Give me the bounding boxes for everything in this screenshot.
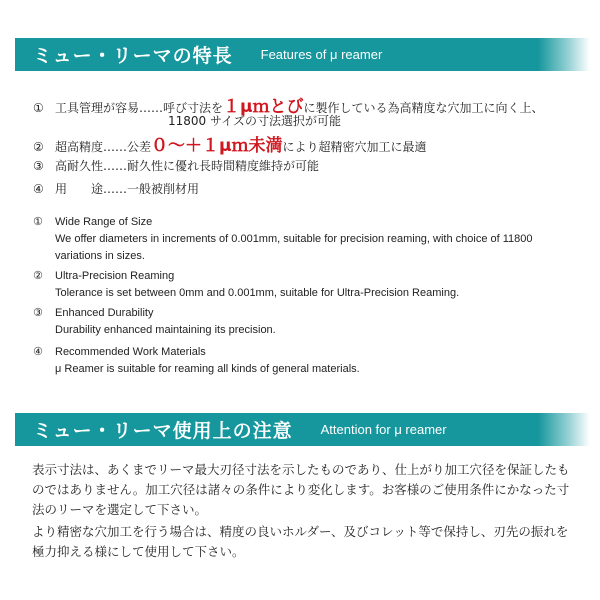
feature-jp-4 bbox=[33, 180, 199, 197]
title: Enhanced Durability bbox=[55, 307, 154, 319]
highlight: １μｍとび bbox=[223, 97, 304, 117]
feature-en-2-body: Tolerance is set between 0mm and 0.001mm, suitable for Ultra-Precision Reaming. bbox=[55, 287, 460, 299]
text: 超高精度……公差 bbox=[55, 140, 152, 154]
feature-jp-1-cont: 11800 サイズの寸法選択が可能 bbox=[168, 114, 342, 128]
num: ③ bbox=[33, 306, 43, 319]
title: Wide Range of Size bbox=[55, 216, 153, 228]
feature-jp-3 bbox=[33, 157, 319, 174]
attention-title-en: Attention for μ reamer bbox=[320, 422, 447, 437]
features-title-jp: ミュー・リーマの特長 bbox=[33, 45, 233, 67]
features-title-en: Features of μ reamer bbox=[260, 47, 383, 62]
highlight: ０～＋１μｍ未満 bbox=[151, 136, 283, 156]
feature-en-2-title bbox=[33, 269, 174, 282]
num: ④ bbox=[33, 345, 43, 358]
num: ② bbox=[33, 269, 43, 282]
feature-en-1-title bbox=[33, 215, 152, 228]
num: ① bbox=[33, 101, 44, 115]
feature-en-3-body: Durability enhanced maintaining its precision. bbox=[55, 324, 276, 336]
num: ③ bbox=[33, 159, 44, 173]
text: 工具管理が容易……呼び寸法を bbox=[55, 101, 224, 115]
feature-jp-2 bbox=[33, 131, 427, 156]
feature-en-4-title bbox=[33, 345, 206, 358]
text: 用 途……一般被削材用 bbox=[55, 182, 200, 196]
feature-en-3-title bbox=[33, 306, 153, 319]
num: ④ bbox=[33, 182, 44, 196]
feature-en-1-body: We offer diameters in increments of 0.001mm, suitable for precision reaming, with choice of 11800 variations in sizes. bbox=[55, 233, 533, 262]
num: ① bbox=[33, 215, 43, 228]
attention-title-jp: ミュー・リーマ使用上の注意 bbox=[33, 420, 293, 442]
text: に製作している為高精度な穴加工に向く上、 bbox=[303, 101, 544, 115]
text: により超精密穴加工に最適 bbox=[282, 140, 427, 154]
attention-paragraph-2: より精密な穴加工を行う場合は、精度の良いホルダー、及びコレット等で保持し、刃先の振れを極力抑える様にして使用して下さい。 bbox=[32, 524, 569, 559]
attention-header bbox=[15, 413, 590, 446]
num: ② bbox=[33, 140, 44, 154]
features-header bbox=[15, 38, 590, 71]
text: 高耐久性……耐久性に優れ長時間精度維持が可能 bbox=[55, 159, 320, 173]
attention-paragraph-1: 表示寸法は、あくまでリーマ最大刃径寸法を示したものであり、仕上がり加工穴径を保証したものではありません。加工穴径は諸々の条件により変化します。お客様のご使用条件にかなった寸法のリーマを選定して下さい。 bbox=[32, 462, 570, 517]
title: Recommended Work Materials bbox=[55, 346, 206, 358]
feature-en-4-body: μ Reamer is suitable for reaming all kinds of general materials. bbox=[55, 363, 360, 375]
title: Ultra-Precision Reaming bbox=[55, 270, 175, 282]
